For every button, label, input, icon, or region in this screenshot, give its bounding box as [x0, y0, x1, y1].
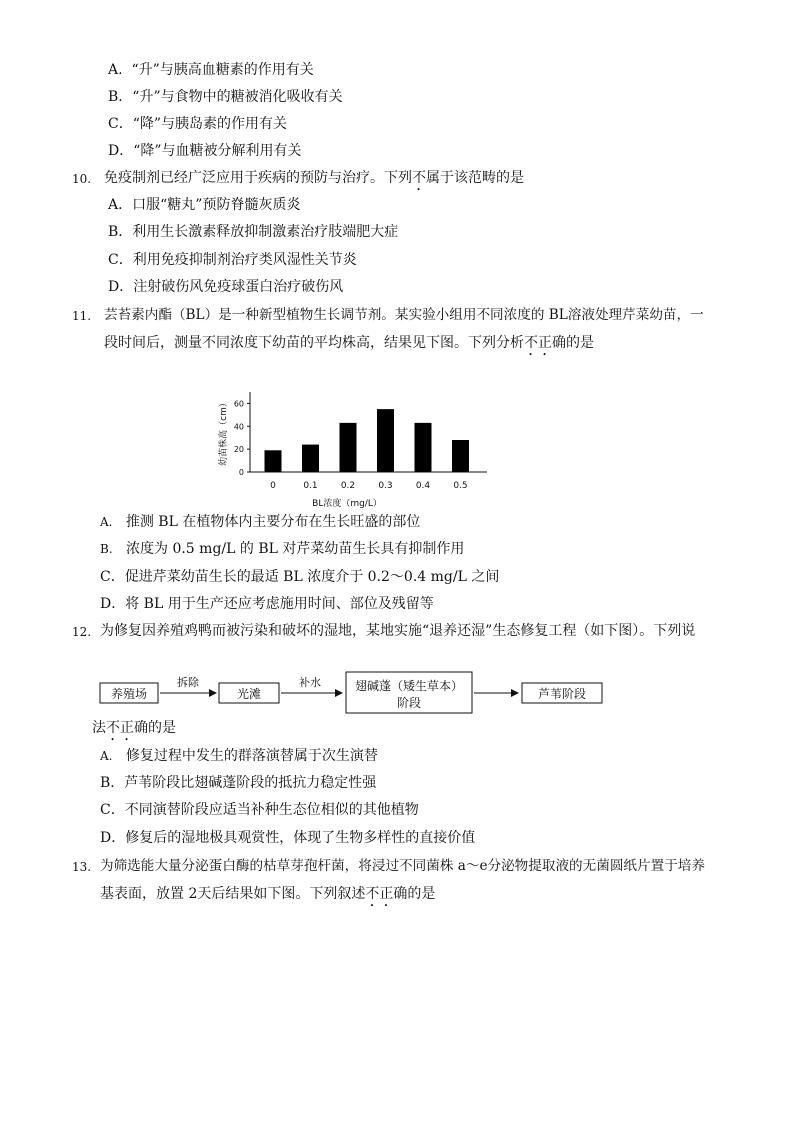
q10-option-d: D．注射破伤风免疫球蛋白治疗破伤风 [108, 279, 344, 295]
q11-option-c: C．促进芹菜幼苗生长的最适 BL 浓度介于 0.2～0.4 mg/L 之间 [100, 569, 500, 585]
x-axis-label: BL浓度（mg/L） [312, 499, 382, 509]
q12-option-c: C．不同演替阶段应适当补种生态位相似的其他植物 [100, 802, 419, 818]
q11-option-d: D．将 BL 用于生产还应考虑施用时间、部位及残留等 [100, 596, 434, 612]
q9-option-c: C．“降”与胰岛素的作用有关 [108, 116, 288, 132]
q9-option-a: A. “升”与胰高血糖素的作用有关 [108, 62, 314, 78]
y-axis-label: 幼苗株高（cm） [219, 398, 229, 466]
q11-stem-line1: 芸苔素内酯（BL）是一种新型植物生长调节剂。某实验小组用不同浓度的 BL溶液处理芹菜幼苗，一 [104, 307, 704, 323]
chart-axes [247, 392, 487, 472]
q12-option-b: B．芦苇阶段比翅碱蓬阶段的抵抗力稳定性强 [100, 775, 377, 791]
q10-stem: 免疫制剂已经广泛应用于疾病的预防与治疗。下列不属于该范畴的是 [104, 170, 524, 186]
flow-box-reed-label: 芦苇阶段 [537, 687, 587, 701]
x-tick-label: 0.1 [303, 481, 318, 491]
restoration-flow-diagram [98, 670, 608, 718]
chart-bars [265, 409, 470, 472]
flow-box-mudflat-label: 光滩 [236, 687, 262, 701]
q11-option-a: A. 推测 BL 在植物体内主要分布在生长旺盛的部位 [100, 514, 421, 530]
q10-option-c: C．利用免疫抑制剂治疗类风湿性关节炎 [108, 252, 357, 268]
bar-0 [265, 450, 282, 472]
q9-option-b: B．“升”与食物中的糖被消化吸收有关 [108, 89, 343, 105]
q13-stem-line1: 为筛选能大量分泌蛋白酶的枯草芽孢杆菌，将浸过不同菌株 a～e分泌物提取液的无菌圆纸片置于培养 [100, 858, 705, 874]
q12-option-d: D．修复后的湿地极具观赏性，体现了生物多样性的直接价值 [100, 830, 476, 846]
q12-stem-line2: 法不正确的是 [92, 720, 176, 736]
q11-stem-line2: 段时间后，测量不同浓度下幼苗的平均株高，结果见下图。下列分析不正确的是 [104, 335, 594, 351]
bl-height-bar-chart [212, 388, 502, 510]
q10-number: 10. [72, 172, 92, 186]
q9-option-d: D．“降”与血糖被分解利用有关 [108, 143, 302, 159]
x-tick-label: 0.5 [453, 481, 468, 491]
bar-0_4 [415, 423, 432, 472]
flow-arrow-2-label: 补水 [299, 676, 321, 689]
q12-option-a: A. 修复过程中发生的群落演替属于次生演替 [100, 748, 378, 764]
q12-number: 12. [72, 625, 92, 639]
y-tick-label: 60 [233, 399, 244, 409]
q13-stem-line2: 基表面，放置 2天后结果如下图。下列叙述不正确的是 [100, 886, 436, 902]
q10-option-b: B．利用生长激素释放抑制激素治疗肢端肥大症 [108, 224, 399, 240]
q10-option-a: A．口服“糖丸”预防脊髓灰质炎 [108, 197, 301, 213]
q12-stem-line1: 为修复因养殖鸡鸭而被污染和破坏的湿地，某地实施“退养还湿”生态修复工程（如下图）。下列说 [100, 623, 696, 639]
x-tick-label: 0.2 [340, 481, 356, 491]
q13-number: 13. [72, 860, 92, 874]
y-tick-label: 40 [233, 422, 244, 432]
flow-box-farm-label: 养殖场 [110, 687, 148, 701]
x-tick-label: 0 [270, 481, 276, 491]
flow-box-suaeda-label-1: 翅碱蓬（矮生草本） [354, 679, 464, 693]
bar-0_3 [377, 409, 394, 472]
flow-box-suaeda-label-2: 阶段 [396, 696, 422, 710]
bar-0_2 [340, 423, 357, 472]
q11-option-b: B. 浓度为 0.5 mg/L 的 BL 对芹菜幼苗生长具有抑制作用 [100, 541, 465, 557]
bar-0_1 [302, 445, 319, 472]
x-tick-label: 0.3 [378, 481, 393, 491]
y-tick-label: 0 [238, 468, 244, 477]
q11-number: 11. [72, 309, 92, 323]
flow-arrow-1-label: 拆除 [177, 676, 199, 689]
x-tick-label: 0.4 [415, 481, 431, 491]
y-tick-label: 20 [233, 445, 244, 455]
bar-0_5 [452, 440, 469, 472]
